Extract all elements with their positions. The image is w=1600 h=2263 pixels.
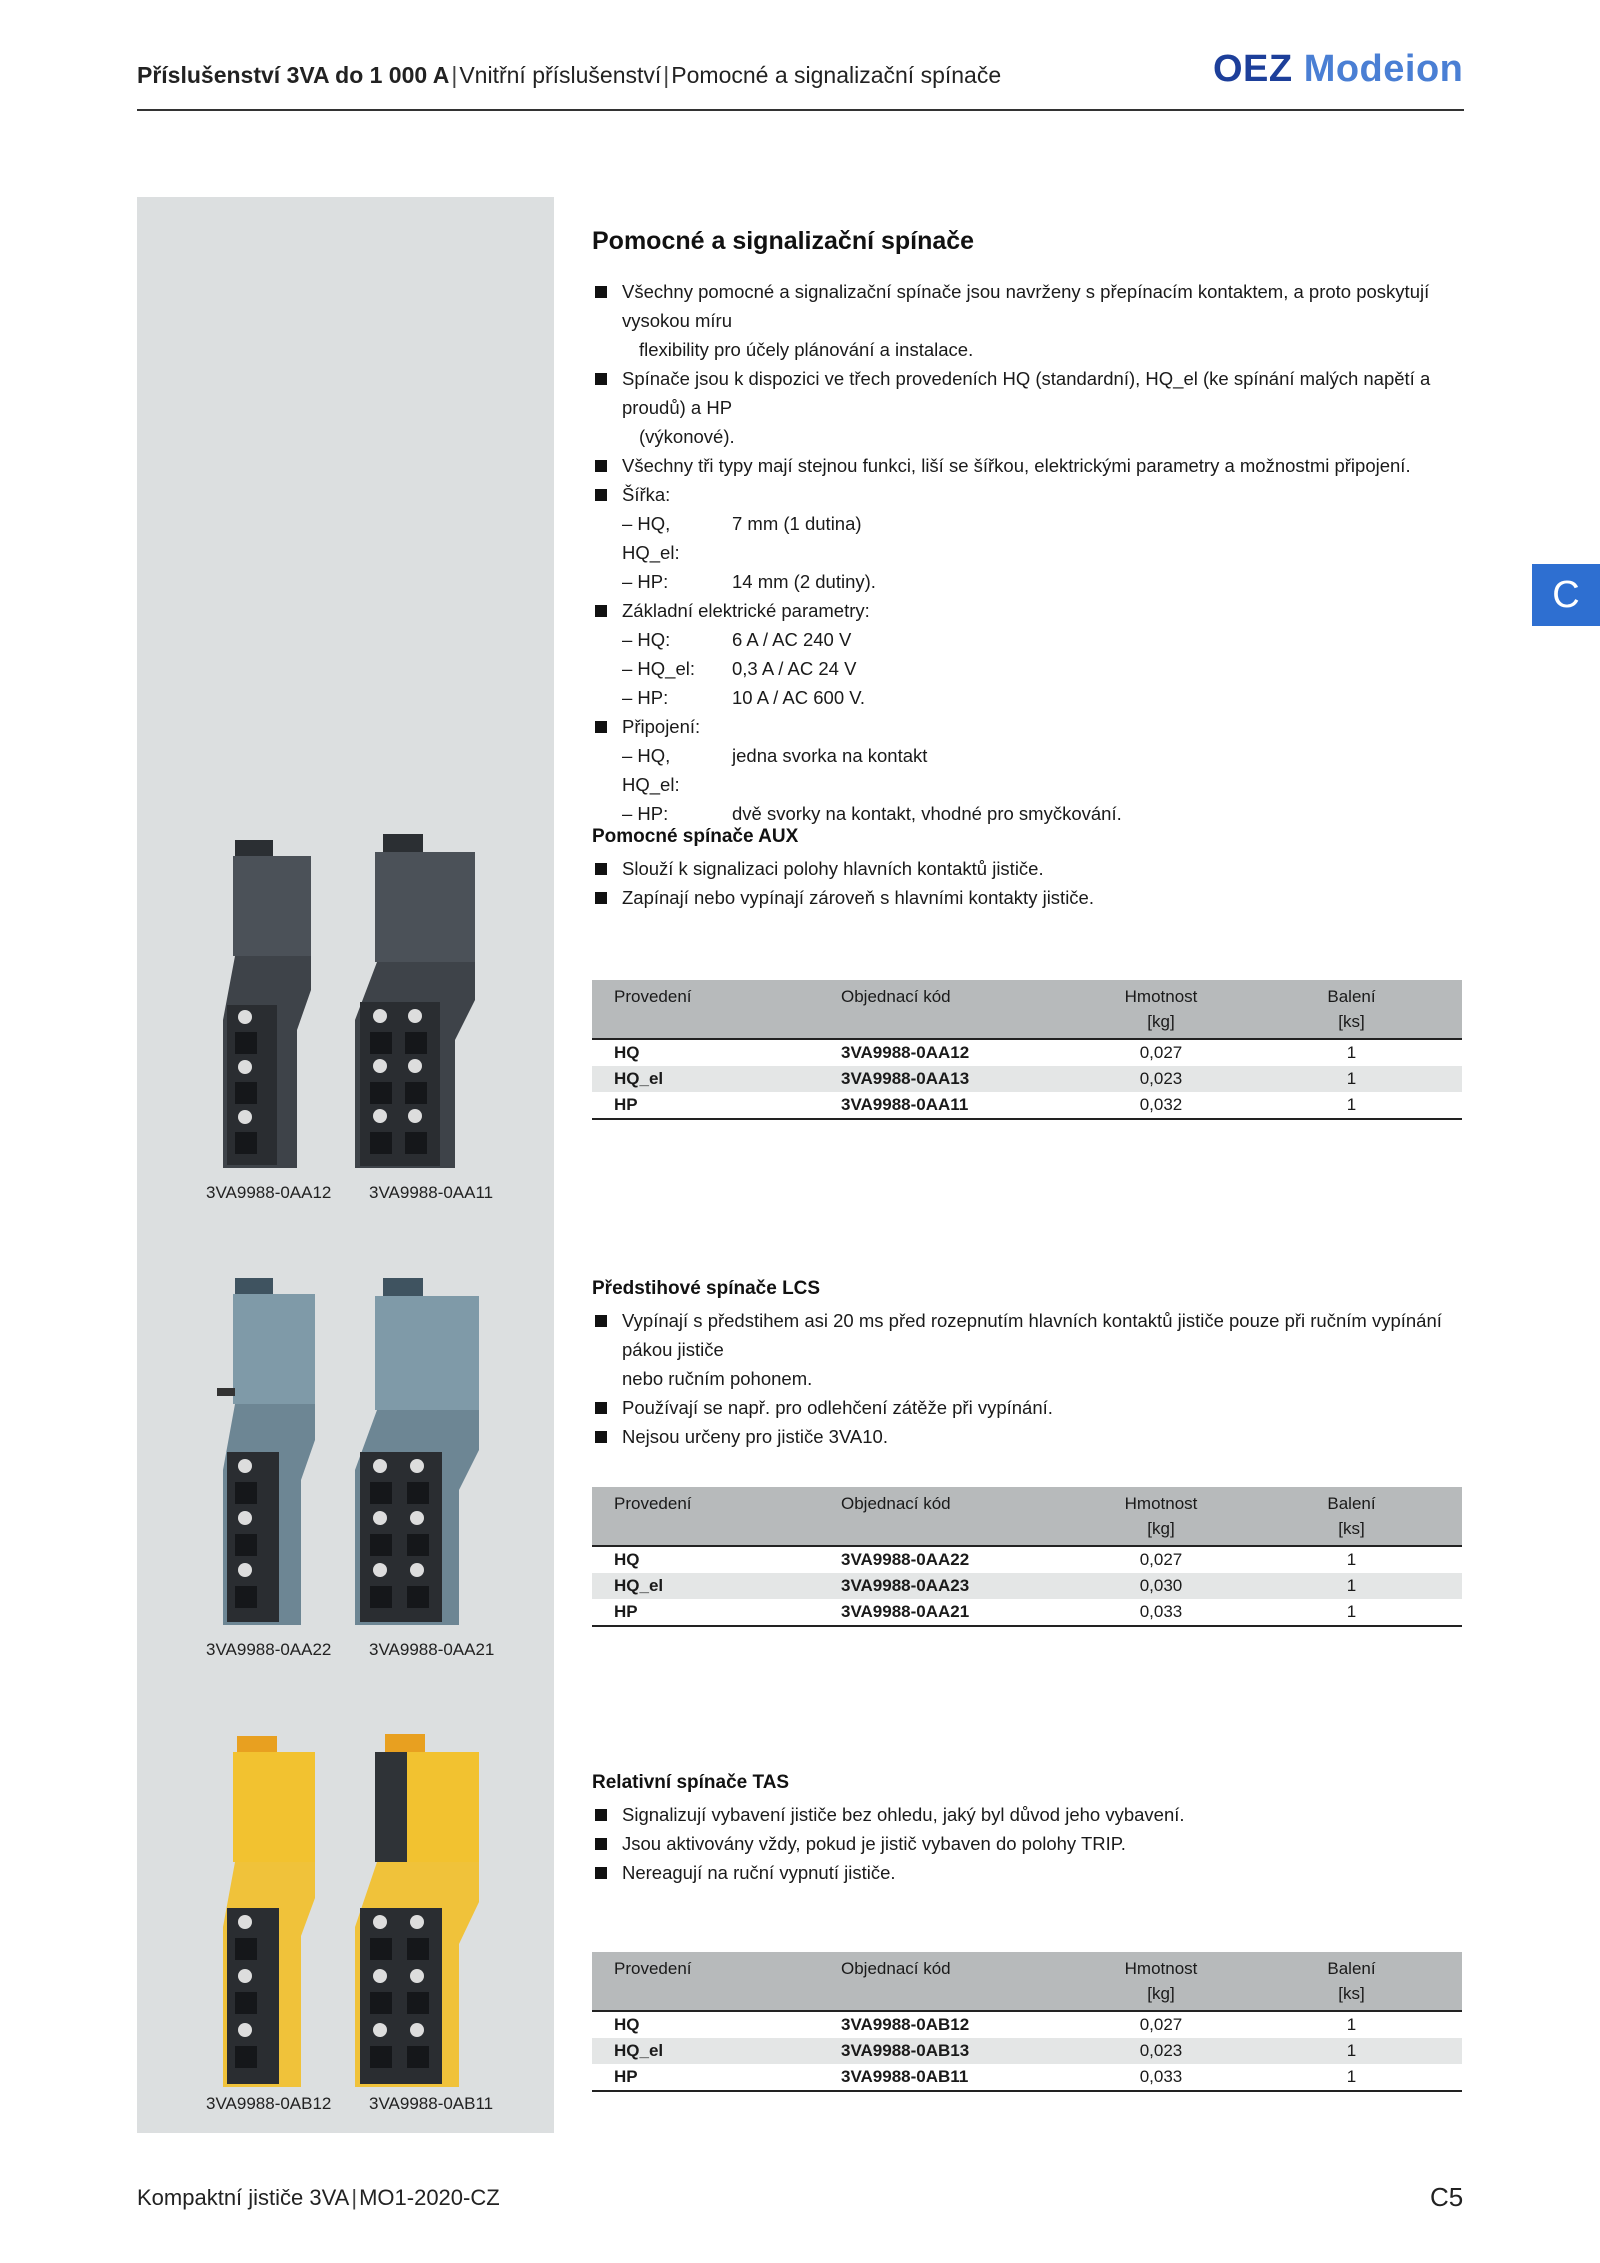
footer-publication: Kompaktní jističe 3VA|MO1-2020-CZ <box>137 2185 500 2210</box>
list-item: Používají se např. pro odlehčení zátěže při vypínání. <box>592 1393 1472 1422</box>
table-row: HQ_el 3VA9988-0AB13 0,023 1 <box>592 2038 1462 2064</box>
chapter-tab: C <box>1532 564 1600 626</box>
lcs-table <box>592 1487 1462 1627</box>
lcs-caption-1: 3VA9988-0AA22 <box>206 1640 332 1659</box>
aux-switch-wide <box>355 834 475 1168</box>
intro-bullet-list <box>592 277 1472 828</box>
sub-item: – HQ: 6 A / AC 240 V <box>622 629 852 650</box>
page-header-title: Příslušenství 3VA do 1 000 A|Vnitřní příslušenství|Pomocné a signalizační spínače <box>137 62 1002 88</box>
col-baleni: Balení [ks] <box>1327 1959 1376 2003</box>
sub-item: – HP: 14 mm (2 dutiny). <box>622 571 876 592</box>
list-item: Spínače jsou k dispozici ve třech provedeních HQ (standardní), HQ_el (ke spínání malých napětí a proudů) a HP (výkonové). <box>592 364 1472 451</box>
tas-switch-wide <box>355 1734 479 2087</box>
aux-caption-1: 3VA9988-0AA12 <box>206 1183 332 1202</box>
list-item: Všechny pomocné a signalizační spínače jsou navrženy s přepínacím kontaktem, a proto poskytují vysokou míru flexibility pro účely plánování a instalace. <box>592 277 1472 364</box>
logo-oez: OEZ <box>1213 48 1293 90</box>
lcs-switch-wide <box>355 1278 479 1625</box>
col-hmotnost: Hmotnost [kg] <box>1124 987 1198 1031</box>
sub-item: – HQ, HQ_el: 7 mm (1 dutina) <box>622 513 862 563</box>
tas-caption-2: 3VA9988-0AB11 <box>369 2094 494 2113</box>
list-item: Připojení: <box>592 712 1472 741</box>
col-kod: Objednací kód <box>841 987 951 1006</box>
table-row: HQ_el 3VA9988-0AA13 0,023 1 <box>592 1066 1462 1092</box>
sub-item: – HQ_el: 0,3 A / AC 24 V <box>622 658 857 679</box>
tas-product-image <box>205 1722 515 2092</box>
sub-item: – HP: dvě svorky na kontakt, vhodné pro smyčkování. <box>622 803 1122 824</box>
aux-table <box>592 980 1462 1120</box>
col-hmotnost: Hmotnost [kg] <box>1124 1494 1198 1538</box>
list-item: Slouží k signalizaci polohy hlavních kontaktů jističe. <box>592 854 1472 883</box>
lcs-title: Předstihové spínače LCS <box>592 1278 821 1299</box>
table-header-row <box>592 980 1462 1039</box>
list-item: Nereagují na ruční vypnutí jističe. <box>592 1858 1472 1887</box>
header-crumb-2: Pomocné a signalizační spínače <box>671 62 1002 88</box>
col-kod: Objednací kód <box>841 1494 951 1513</box>
col-baleni: Balení [ks] <box>1327 1494 1376 1538</box>
table-row: HQ_el 3VA9988-0AA23 0,030 1 <box>592 1573 1462 1599</box>
table-row: HQ 3VA9988-0AB12 0,027 1 <box>614 2015 1357 2034</box>
table-row: HP 3VA9988-0AA21 0,033 1 <box>592 1599 1462 1626</box>
section-title: Pomocné a signalizační spínače <box>592 227 975 255</box>
col-provedeni: Provedení <box>614 1494 692 1513</box>
sub-item: – HP: 10 A / AC 600 V. <box>622 687 866 708</box>
aux-caption-2: 3VA9988-0AA11 <box>369 1183 494 1202</box>
table-row: HQ 3VA9988-0AA12 0,027 1 <box>614 1043 1357 1062</box>
list-item: Nejsou určeny pro jističe 3VA10. <box>592 1422 1472 1451</box>
tas-bullet-list <box>592 1800 1472 1887</box>
tas-table <box>592 1952 1462 2092</box>
brand-logo <box>1213 48 1463 91</box>
header-crumb-1: Vnitřní příslušenství <box>459 62 662 88</box>
table-row: HP 3VA9988-0AA11 0,032 1 <box>592 1092 1462 1119</box>
list-item: Všechny tři typy mají stejnou funkci, liší se šířkou, elektrickými parametry a možnostmi připojení. <box>592 451 1472 480</box>
table-row: HP 3VA9988-0AB11 0,033 1 <box>592 2064 1462 2091</box>
col-provedeni: Provedení <box>614 1959 692 1978</box>
list-item: Signalizují vybavení jističe bez ohledu, jaký byl důvod jeho vybavení. <box>592 1800 1472 1829</box>
sub-item: – HQ, HQ_el: jedna svorka na kontakt <box>622 745 928 795</box>
header-divider <box>137 109 1464 111</box>
tas-title: Relativní spínače TAS <box>592 1772 790 1793</box>
lcs-caption-2: 3VA9988-0AA21 <box>369 1640 495 1659</box>
col-baleni: Balení [ks] <box>1327 987 1376 1031</box>
table-row: HQ 3VA9988-0AA22 0,027 1 <box>614 1550 1357 1569</box>
tas-caption-1: 3VA9988-0AB12 <box>206 2094 332 2113</box>
aux-switch-narrow <box>223 840 311 1168</box>
list-item: Šířka: <box>592 480 1472 509</box>
list-item: Jsou aktivovány vždy, pokud je jistič vybaven do polohy TRIP. <box>592 1829 1472 1858</box>
lcs-bullet-list <box>592 1306 1472 1451</box>
col-hmotnost: Hmotnost [kg] <box>1124 1959 1198 2003</box>
aux-bullet-list <box>592 854 1472 912</box>
header-main-title: Příslušenství 3VA do 1 000 A <box>137 62 450 88</box>
page-number: C5 <box>1430 2182 1464 2212</box>
list-item: Základní elektrické parametry: <box>592 596 1472 625</box>
lcs-product-image <box>205 1270 515 1635</box>
col-provedeni: Provedení <box>614 987 692 1006</box>
col-kod: Objednací kód <box>841 1959 951 1978</box>
logo-modeion: Modeion <box>1303 48 1464 90</box>
table-header-row <box>592 1487 1462 1546</box>
lcs-switch-narrow <box>217 1278 315 1625</box>
table-header-row <box>592 1952 1462 2011</box>
aux-product-image <box>205 820 515 1180</box>
aux-title: Pomocné spínače AUX <box>592 826 799 847</box>
list-item: Vypínají s předstihem asi 20 ms před rozepnutím hlavních kontaktů jističe pouze při ručním vypínání pákou jističe nebo ručním pohonem. <box>592 1306 1472 1393</box>
tas-switch-narrow <box>223 1736 315 2087</box>
list-item: Zapínají nebo vypínají zároveň s hlavními kontakty jističe. <box>592 883 1472 912</box>
